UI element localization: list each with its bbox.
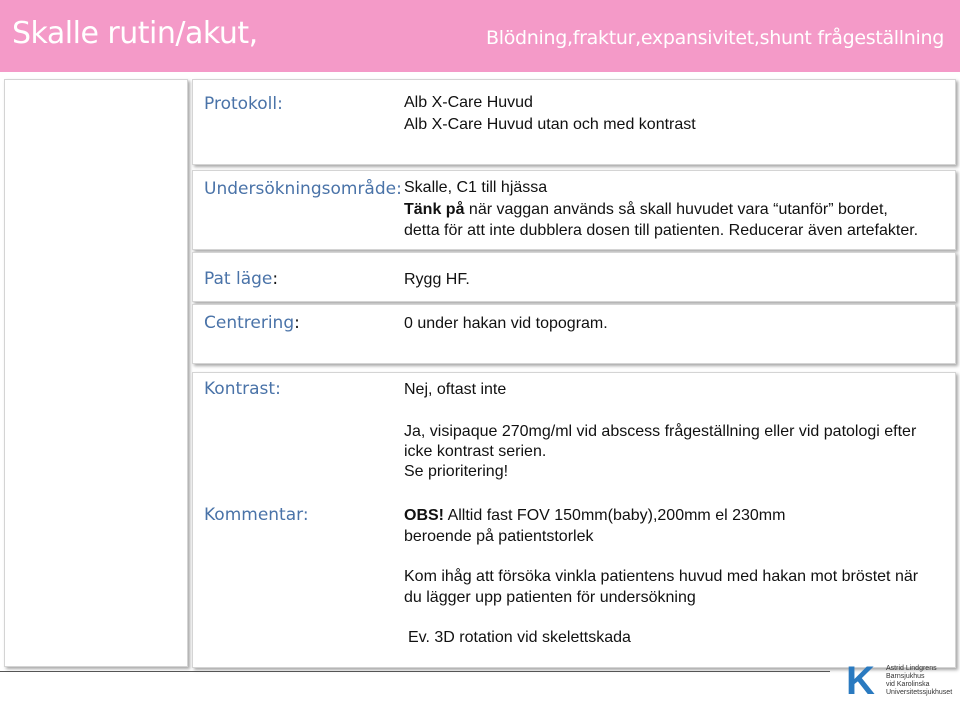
header-bar (0, 0, 960, 72)
centrering-label-text: Centrering (204, 313, 295, 333)
omrade-line-2-rest: när vaggan används så skall huvudet vara “utanför” bordet, (464, 201, 888, 218)
omrade-label: Undersökningsområde: (204, 179, 402, 199)
omrade-line-1: Skalle, C1 till hjässa (404, 179, 548, 196)
patlage-box (192, 252, 956, 302)
ev-3d-rotation: Ev. 3D rotation vid skelettskada (408, 629, 631, 646)
centrering-value: 0 under hakan vid topogram. (404, 315, 608, 332)
protokoll-label: Protokoll: (204, 94, 283, 114)
protokoll-line-2: Alb X-Care Huvud utan och med kontrast (404, 116, 696, 133)
kom-ihag-line-1: Kom ihåg att försöka vinkla patientens huvud med hakan mot bröstet när (404, 568, 919, 585)
protokoll-line-1: Alb X-Care Huvud (404, 94, 533, 111)
kontrast-label: Kontrast: (204, 379, 281, 399)
patlage-label-colon: : (272, 269, 279, 289)
centrering-label-colon: : (294, 313, 300, 333)
hospital-logo (846, 659, 956, 703)
logo-line-2: Barnsjukhus (886, 673, 925, 680)
kontrast-line-2: Ja, visipaque 270mg/ml vid abscess frågeställning eller vid patologi efter (404, 423, 917, 440)
kontrast-line-3: icke kontrast serien. (404, 443, 547, 460)
omrade-line-3: detta för att inte dubblera dosen till patienten. Reducerar även artefakter. (404, 222, 919, 239)
kontrast-line-4: Se prioritering! (404, 463, 509, 480)
centrering-label (204, 313, 300, 333)
left-panel (4, 79, 188, 667)
page-subtitle: Blödning,fraktur,expansivitet,shunt frågeställning (485, 27, 944, 49)
omrade-line-2 (404, 199, 888, 221)
patlage-label-text: Pat läge (204, 269, 273, 289)
footer-divider (0, 671, 830, 672)
patlage-label (204, 269, 278, 289)
obs-line-2: beroende på patientstorlek (404, 528, 594, 545)
logo-line-4: Universitetssjukhuset (886, 689, 953, 696)
tank-pa-bold: Tänk på (404, 201, 465, 218)
kom-ihag-line-2: du lägger upp patienten för undersökning (404, 589, 696, 606)
logo-line-1: Astrid Lindgrens (886, 665, 937, 672)
page-title: Skalle rutin/akut, (12, 16, 258, 51)
obs-line-1 (404, 505, 785, 527)
patlage-value: Rygg HF. (404, 271, 470, 288)
kontrast-line-1: Nej, oftast inte (404, 381, 507, 398)
obs-line-1-rest: Alltid fast FOV 150mm(baby),200mm el 230mm (444, 507, 786, 524)
obs-bold: OBS! (404, 507, 444, 524)
logo-line-3: vid Karolinska (886, 681, 930, 688)
logo-k-icon: K (846, 659, 875, 703)
kommentar-label: Kommentar: (204, 505, 309, 525)
logo-text (886, 665, 952, 697)
